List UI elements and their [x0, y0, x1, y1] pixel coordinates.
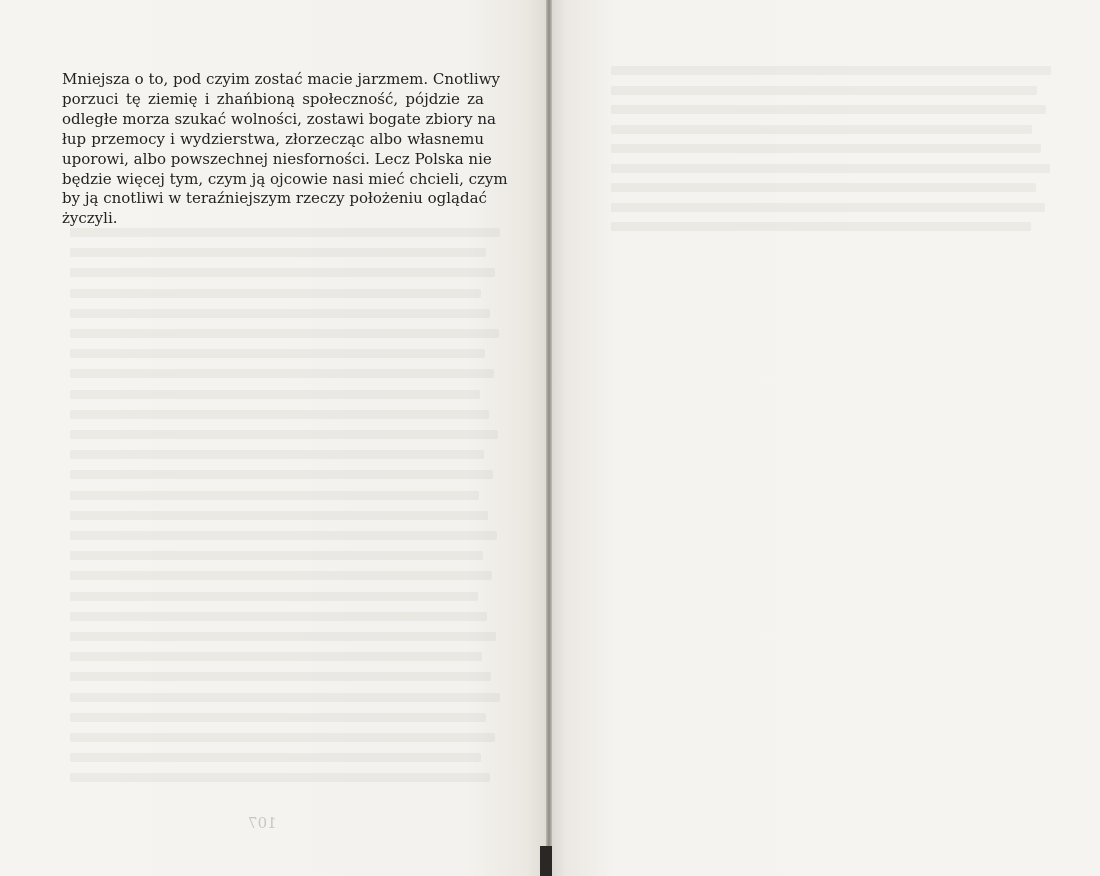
- text-line: będzie więcej tym, czym ją ojcowie nasi mieć chcieli, czym: [62, 169, 508, 188]
- bleed-line: [70, 531, 497, 540]
- bleed-line: [70, 592, 478, 601]
- text-line: odległe morza szukać wolności, zostawi bogate zbiory na: [62, 109, 496, 128]
- bleed-line: [70, 390, 480, 399]
- bleed-line: [70, 612, 487, 621]
- bleed-line: [611, 222, 1031, 231]
- bleed-line: [70, 713, 486, 722]
- right-page: [549, 0, 1100, 876]
- text-line: uporowi, albo powszechnej niesforności. Lecz Polska nie: [62, 149, 492, 168]
- left-page-text: [62, 70, 508, 229]
- bleed-line: [611, 164, 1050, 173]
- bleed-line: [70, 450, 484, 459]
- bleed-line: [611, 125, 1032, 134]
- bleed-line: [70, 289, 481, 298]
- bleed-line: [70, 753, 481, 762]
- bleed-line: [70, 430, 498, 439]
- bleed-line: [70, 470, 493, 479]
- bleed-line: [70, 309, 490, 318]
- spine-shadow: [540, 846, 552, 876]
- bleed-line: [70, 491, 479, 500]
- bleed-line: [611, 183, 1036, 192]
- text-line: porzuci tę ziemię i zhańbioną społeczność, pójdzie za: [62, 89, 484, 108]
- bleed-line: [70, 551, 483, 560]
- bleed-line: [70, 248, 486, 257]
- bleed-line: [70, 571, 492, 580]
- bleed-line: [611, 86, 1037, 95]
- bleed-line: [611, 66, 1051, 75]
- bleed-line: [70, 329, 499, 338]
- bleed-line: [70, 369, 494, 378]
- left-page: [0, 0, 549, 876]
- bleed-line: [70, 410, 489, 419]
- book-gutter: [546, 0, 552, 876]
- text-line: Mniejsza o to, pod czyim zostać macie jarzmem. Cnotliwy: [62, 70, 501, 88]
- bleed-line: [611, 203, 1045, 212]
- bleed-line: [611, 105, 1046, 114]
- bleed-line: [70, 349, 485, 358]
- bleed-line: [70, 693, 500, 702]
- bleed-line: [70, 733, 495, 742]
- bleed-line: [611, 144, 1041, 153]
- bleed-line: [70, 773, 490, 782]
- text-line: życzyli.: [62, 209, 118, 228]
- bleed-line: [70, 268, 495, 277]
- bleed-line: [70, 652, 482, 661]
- bleed-line: [70, 511, 488, 520]
- bleed-line: [70, 672, 491, 681]
- bleed-line: [70, 632, 496, 641]
- bleed-line: [70, 228, 500, 237]
- text-line: by ją cnotliwi w teraźniejszym rzeczy położeniu oglądać: [62, 189, 487, 208]
- text-line: łup przemocy i wydzierstwa, złorzecząc albo własnemu: [62, 129, 484, 148]
- left-bleed-page-number: 107: [248, 814, 277, 832]
